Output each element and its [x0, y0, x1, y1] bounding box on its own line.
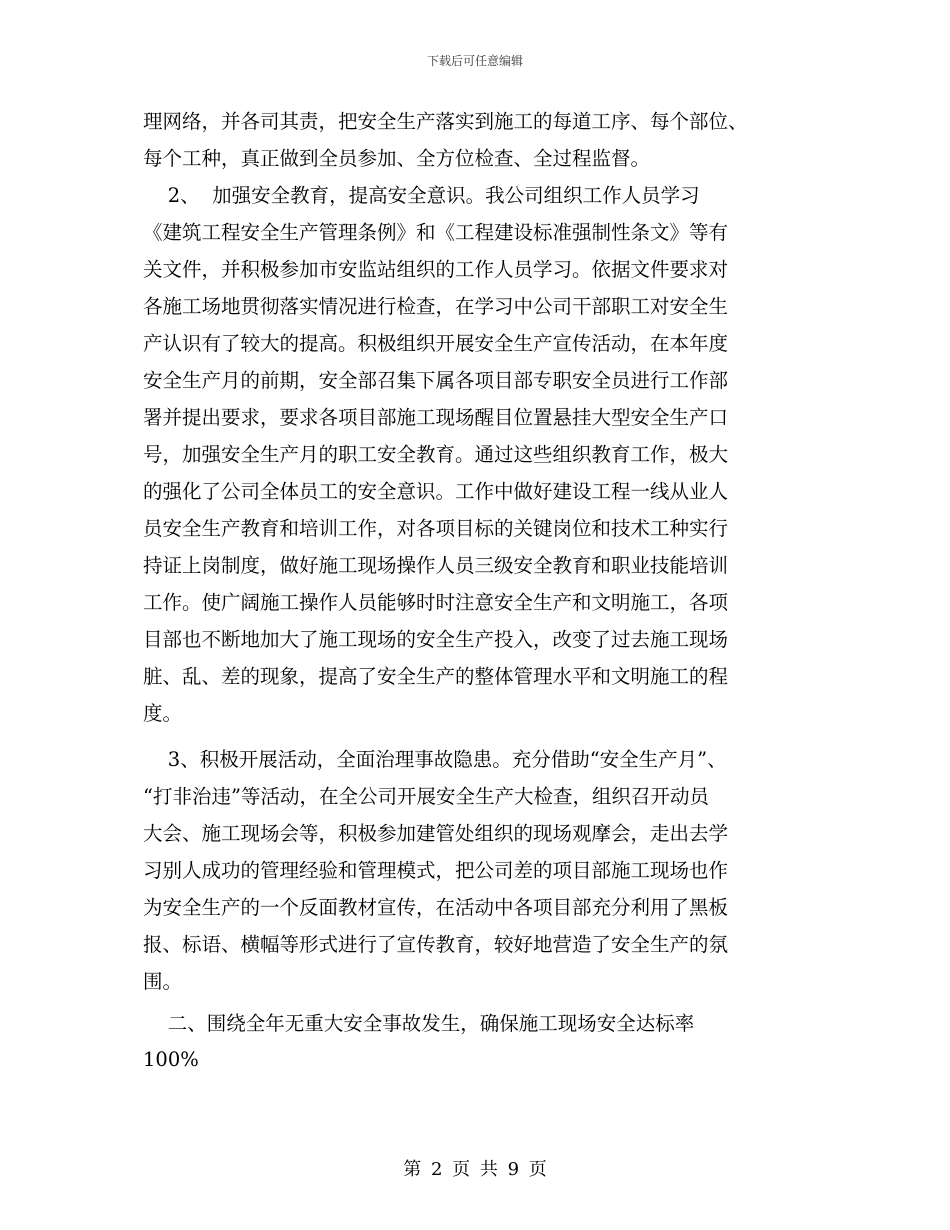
text-line: 每个工种，真正做到全员参加、全方位检查、全过程监督。 — [143, 147, 651, 170]
text-line: 脏、乱、差的现象，提高了安全生产的整体管理水平和文明施工的程 — [143, 665, 729, 688]
text-line: 报、标语、横幅等形式进行了宣传教育，较好地营造了安全生产的氛 — [143, 933, 729, 956]
text-line: 二、围绕全年无重大安全事故发生，确保施工现场安全达标率 — [143, 1012, 695, 1035]
text-line: 围。 — [143, 970, 183, 993]
text-line: 大会、施工现场会等，积极参加建管处组织的现场观摩会，走出去学 — [143, 822, 729, 845]
text-line: 号，加强安全生产月的职工安全教育。通过这些组织教育工作，极大 — [143, 443, 729, 466]
text-line: 2、 加强安全教育，提高安全意识。我公司组织工作人员学习 — [143, 184, 700, 207]
page-header: 下载后可任意编辑 — [426, 54, 523, 68]
page-footer: 第 2 页 共 9 页 — [403, 1159, 547, 1180]
text-line: 工作。使广阔施工操作人员能够时时注意安全生产和文明施工，各项 — [143, 591, 729, 614]
text-line: 产认识有了较大的提高。积极组织开展安全生产宣传活动，在本年度 — [143, 332, 729, 355]
text-line: 为安全生产的一个反面教材宣传，在活动中各项目部充分利用了黑板 — [143, 896, 729, 919]
text-line: 员安全生产教育和培训工作，对各项目标的关键岗位和技术工种实行 — [143, 517, 729, 540]
text-line: 理网络，并各司其责，把安全生产落实到施工的每道工序、每个部位、 — [143, 110, 748, 133]
text-line: 《建筑工程安全生产管理条例》和《工程建设标准强制性条文》等有 — [143, 221, 729, 244]
text-line: 3、积极开展活动，全面治理事故隐患。充分借助“安全生产月”、 — [143, 748, 727, 771]
text-line: 的强化了公司全体员工的安全意识。工作中做好建设工程一线从业人 — [143, 480, 729, 503]
text-line: 100% — [143, 1048, 199, 1071]
text-line: 安全生产月的前期，安全部召集下属各项目部专职安全员进行工作部 — [143, 369, 729, 392]
text-line: 习别人成功的管理经验和管理模式，把公司差的项目部施工现场也作 — [143, 859, 729, 882]
text-line: 关文件，并积极参加市安监站组织的工作人员学习。依据文件要求对 — [143, 258, 729, 281]
text-line: 各施工场地贯彻落实情况进行检查，在学习中公司干部职工对安全生 — [143, 295, 729, 318]
text-line: 署并提出要求，要求各项目部施工现场醒目位置悬挂大型安全生产口 — [143, 406, 729, 429]
text-line: 度。 — [143, 702, 183, 725]
text-line: 持证上岗制度，做好施工现场操作人员三级安全教育和职业技能培训 — [143, 554, 729, 577]
text-line: “打非治违”等活动，在全公司开展安全生产大检查，组织召开动员 — [143, 785, 709, 808]
text-line: 目部也不断地加大了施工现场的安全生产投入，改变了过去施工现场 — [143, 628, 729, 651]
